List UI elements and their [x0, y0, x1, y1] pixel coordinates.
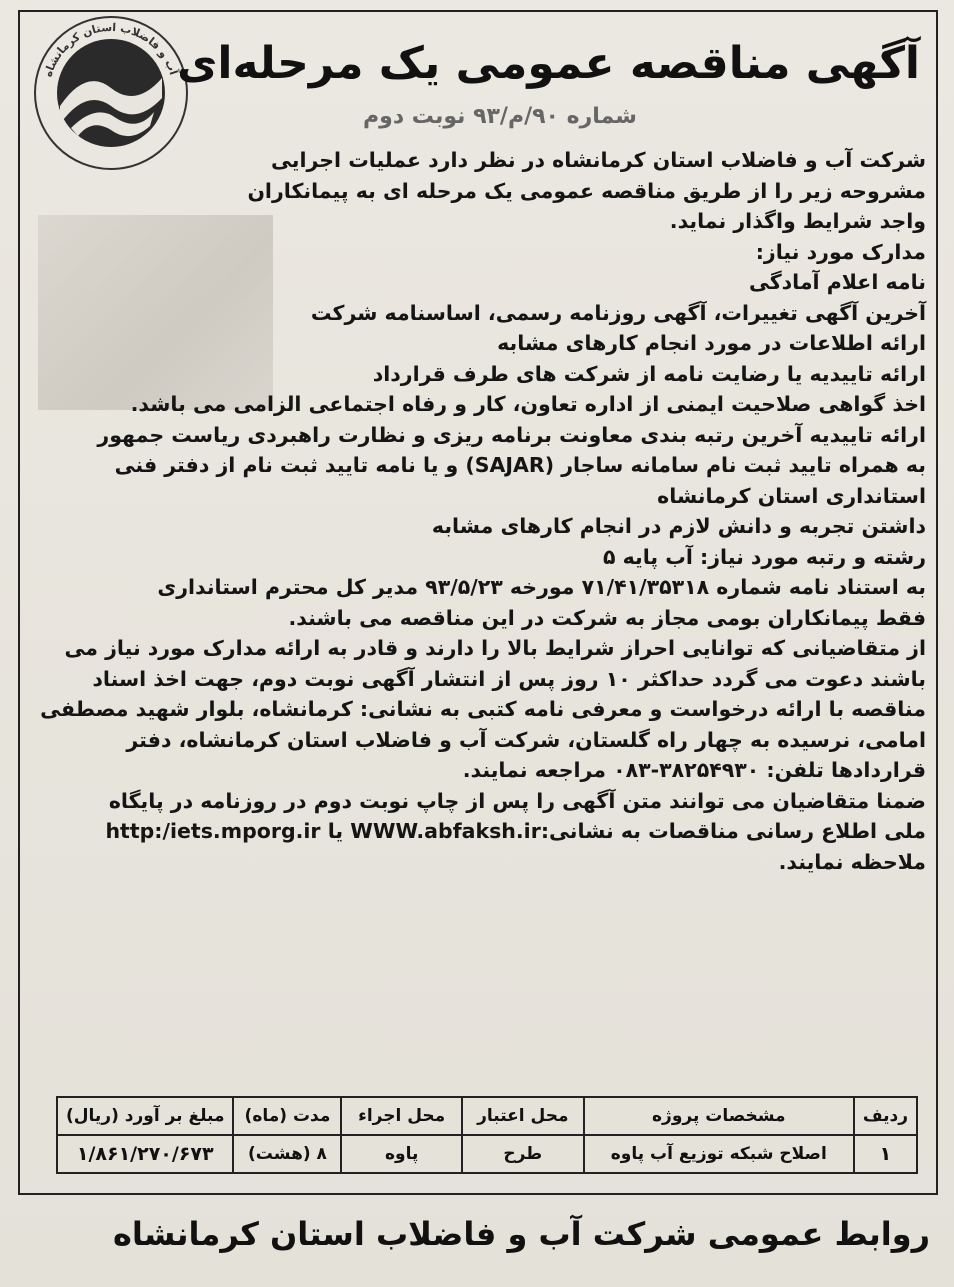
table-row — [57, 1135, 917, 1173]
col-header-project: مشخصات پروژه — [584, 1097, 854, 1135]
body-line: استانداری استان کرمانشاه — [657, 483, 926, 508]
links-connector: یا — [327, 819, 344, 843]
body-line: واجد شرایط واگذار نماید. — [669, 209, 926, 233]
body-line: امامی، نرسیده به چهار راه گلستان، شرکت آب و فاضلاب استان کرمانشاه، دفتر — [126, 727, 926, 752]
col-header-estimate: مبلغ بر آورد (ریال) — [57, 1097, 233, 1135]
body-line: قراردادها تلفن: ۳۸۲۵۴۹۳۰-۰۸۳ مراجعه نمایند. — [462, 758, 926, 782]
body-line: مناقصه با ارائه درخواست و معرفی نامه کتبی به نشانی: کرمانشاه، بلوار شهید مصطفی — [40, 697, 926, 721]
body-line: فقط پیمانکاران بومی مجاز به شرکت در این مناقصه می باشند. — [288, 605, 926, 630]
logo-ring-text: آب و فاضلاب استان کرمانشاه — [41, 20, 181, 79]
project-table — [56, 1096, 918, 1174]
col-header-row-number: ردیف — [854, 1097, 917, 1135]
body-line: باشند دعوت می گردد حداکثر ۱۰ روز پس از انتشار آگهی نوبت دوم، جهت اخذ اسناد — [92, 666, 926, 691]
body-line: داشتن تجربه و دانش لازم در انجام کارهای مشابه — [431, 514, 926, 538]
col-header-duration: مدت (ماه) — [233, 1097, 341, 1135]
tender-number: شماره ۹۰/م/۹۳ نوبت دوم — [363, 104, 637, 129]
closing-line: ملاحظه نمایند. — [778, 849, 926, 874]
body-line: مدارک مورد نیاز: — [755, 239, 926, 264]
body-line: آخرین آگهی تغییرات، آگهی روزنامه رسمی، اساسنامه شرکت — [310, 300, 926, 325]
body-line: ارائه اطلاعات در مورد انجام کارهای مشابه — [497, 331, 926, 355]
body-line: از متقاضیانی که توانایی احراز شرایط بالا را دارند و قادر به ارائه مدارک مورد نیاز می — [64, 636, 926, 660]
body-line: اخذ گواهی صلاحیت ایمنی از اداره تعاون، کار و رفاه اجتماعی الزامی می باشد. — [130, 392, 926, 416]
abfaksh-link[interactable]: WWW.abfaksh.ir — [350, 819, 541, 843]
cell-location: پاوه — [341, 1135, 461, 1173]
col-header-location: محل اجراء — [341, 1097, 461, 1135]
body-line: رشته و رتبه مورد نیاز: آب پایه ۵ — [602, 544, 926, 569]
cell-project: اصلاح شبکه توزیع آب پاوه — [584, 1135, 854, 1173]
cell-duration: ۸ (هشت) — [233, 1135, 341, 1173]
body-line: به استناد نامه شماره ۷۱/۴۱/۳۵۳۱۸ مورخه ۹۳/۵/۲۳ مدیر کل محترم استانداری — [157, 575, 926, 599]
links-prefix: ملی اطلاع رسانی مناقصات به نشانی: — [540, 819, 926, 843]
table-header-row — [57, 1097, 917, 1135]
iets-link[interactable]: http:/iets.mporg.ir — [105, 819, 321, 843]
body-line: ضمنا متقاضیان می توانند متن آگهی را پس از چاپ نوبت دوم در روزنامه در پایگاه — [108, 788, 926, 813]
body-line: شرکت آب و فاضلاب استان کرمانشاه در نظر دارد عملیات اجرایی — [271, 148, 926, 172]
body-line: به همراه تایید ثبت نام سامانه ساجار (SAJAR) و یا نامه تایید ثبت نام از دفتر فنی — [114, 453, 926, 477]
footer-signature: روابط عمومی شرکت آب و فاضلاب استان کرمانشاه — [113, 1215, 930, 1253]
page-title: آگهی مناقصه عمومی یک مرحله‌ای — [177, 38, 920, 89]
cell-estimate: ۱/۸۶۱/۲۷۰/۶۷۳ — [57, 1135, 233, 1173]
cell-row-number: ۱ — [854, 1135, 917, 1173]
ad-body — [30, 145, 926, 877]
cell-funding: طرح — [462, 1135, 584, 1173]
links-line — [30, 816, 926, 847]
body-line: ارائه تاییدیه آخرین رتبه بندی معاونت برنامه ریزی و نظارت راهبردی ریاست جمهور — [97, 422, 926, 447]
col-header-funding: محل اعتبار — [462, 1097, 584, 1135]
body-line: مشروحه زیر را از طریق مناقصه عمومی یک مرحله ای به پیمانکاران — [247, 178, 926, 203]
body-line: نامه اعلام آمادگی — [748, 270, 926, 294]
body-line: ارائه تاییدیه یا رضایت نامه از شرکت های طرف قرارداد — [372, 361, 926, 386]
